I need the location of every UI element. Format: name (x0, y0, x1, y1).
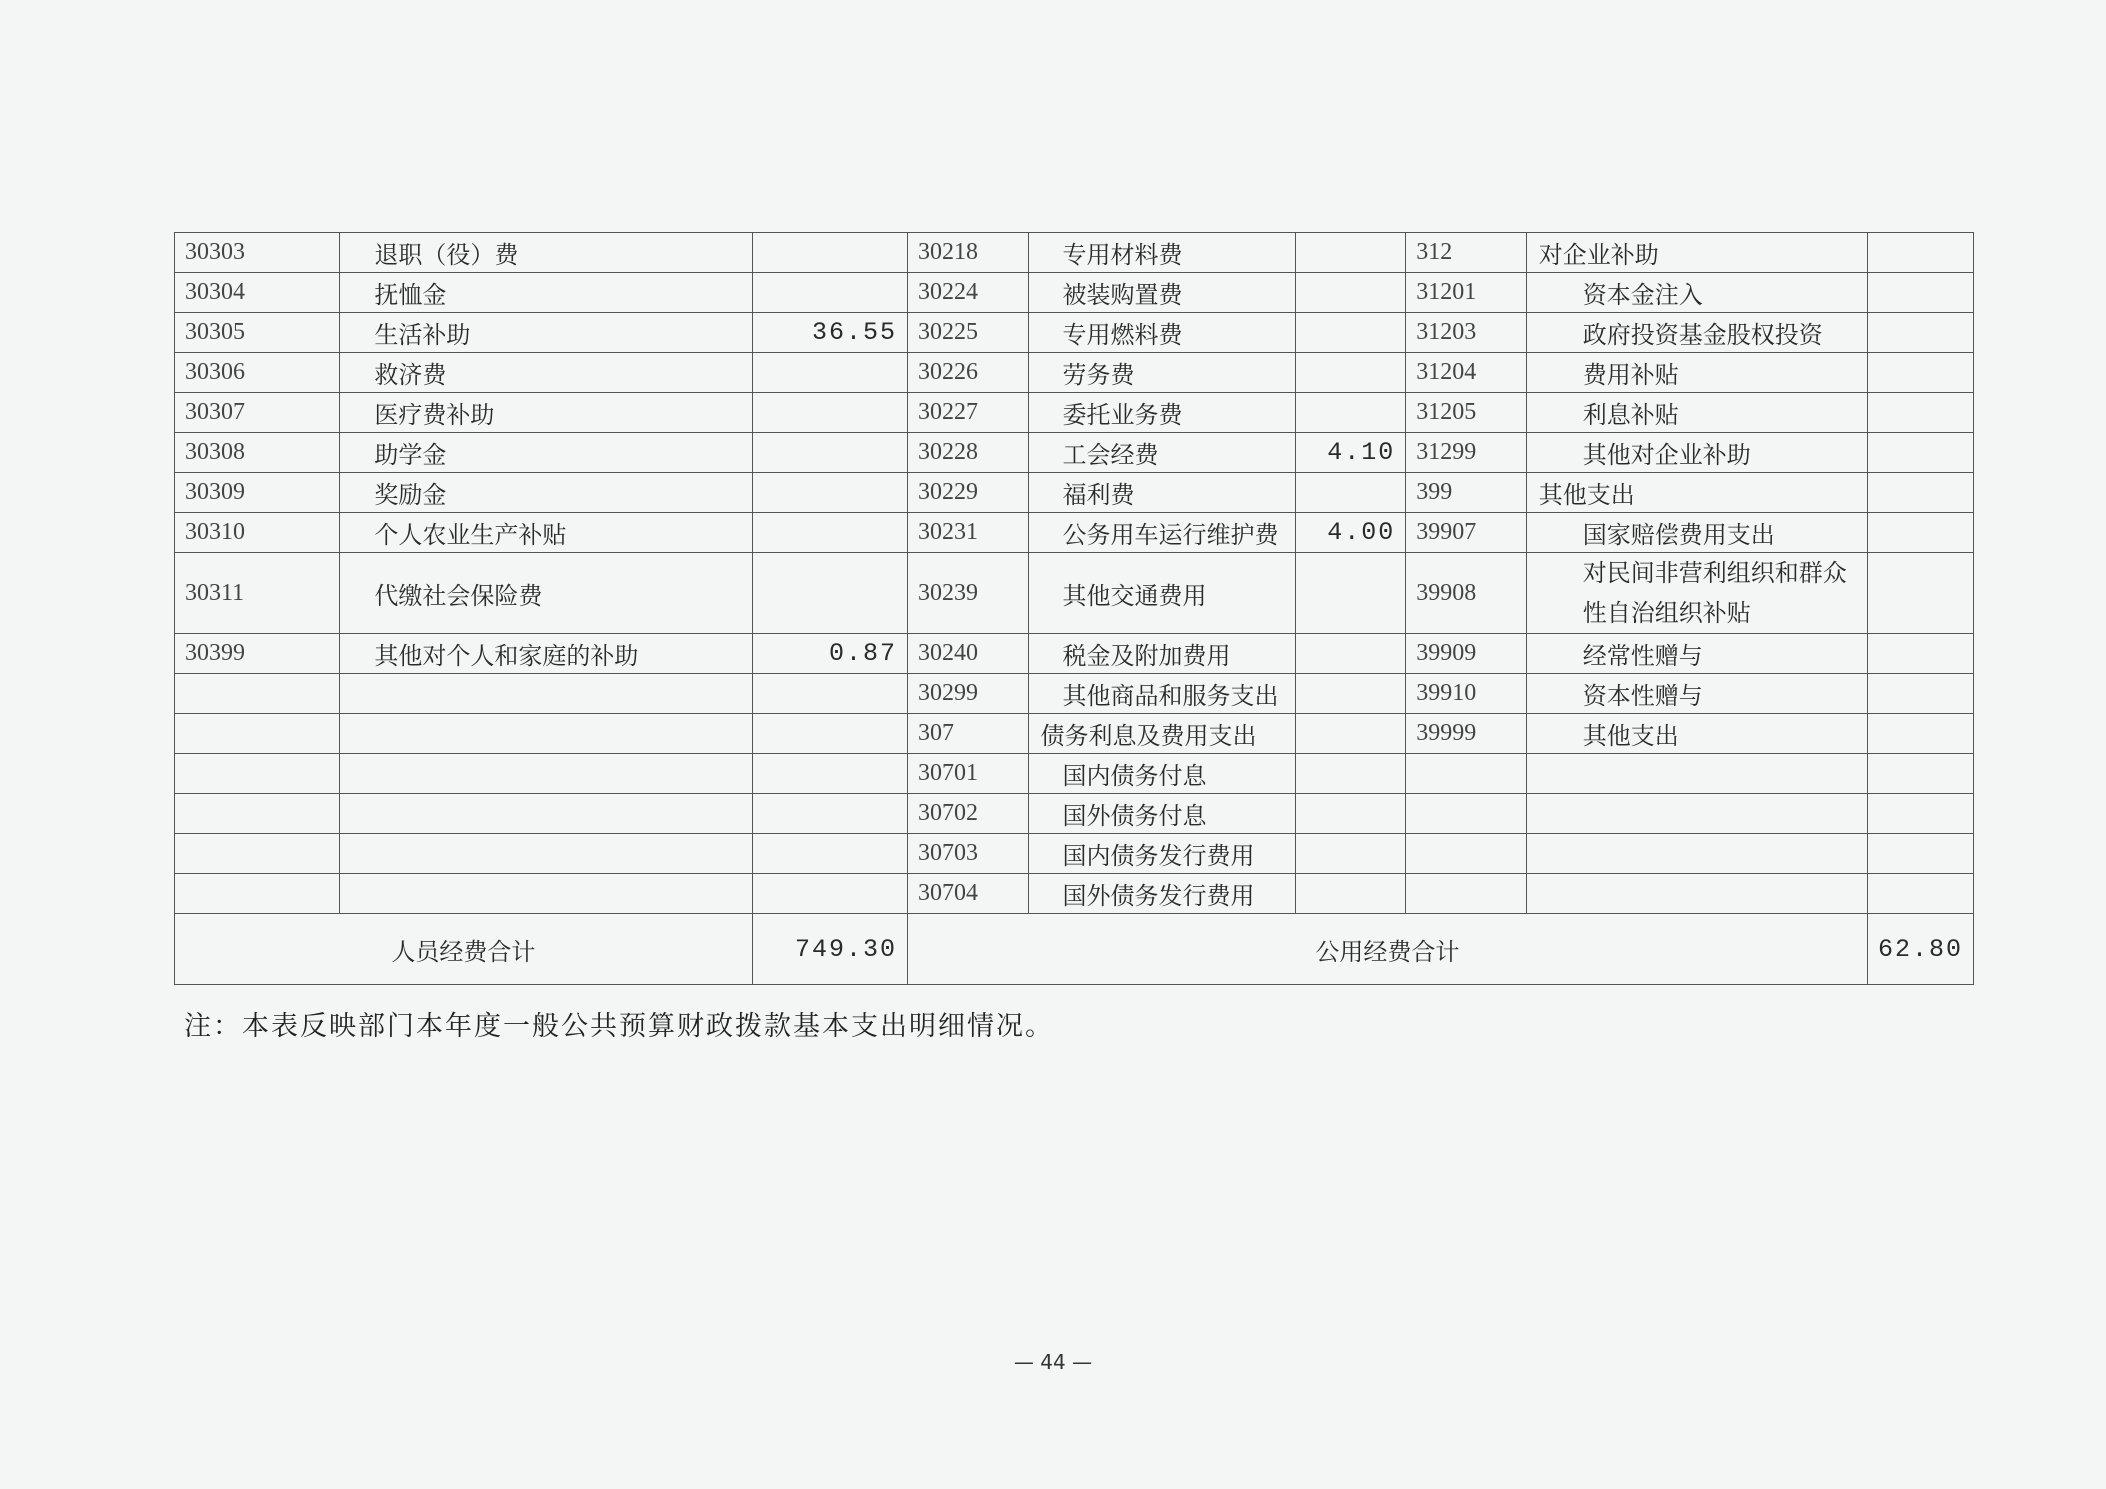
public-total-value: 62.80 (1867, 914, 1973, 985)
name-cell: 其他对个人和家庭的补助 (340, 634, 752, 674)
name-cell: 抚恤金 (340, 273, 752, 313)
name-cell: 奖励金 (340, 473, 752, 513)
amount-cell (752, 674, 907, 714)
code-cell: 312 (1406, 233, 1526, 273)
name-cell: 国外债务付息 (1028, 794, 1296, 834)
name-cell: 其他支出 (1526, 473, 1867, 513)
amount-cell (1296, 794, 1406, 834)
table-row (175, 754, 1974, 794)
table-body (175, 233, 1974, 914)
amount-cell (752, 233, 907, 273)
amount-cell: 4.00 (1296, 513, 1406, 553)
amount-cell (752, 754, 907, 794)
amount-cell (1296, 834, 1406, 874)
code-cell (175, 674, 340, 714)
code-cell: 30399 (175, 634, 340, 674)
code-cell (175, 834, 340, 874)
table-row (175, 313, 1974, 353)
amount-cell (752, 874, 907, 914)
amount-cell (1296, 714, 1406, 754)
amount-cell (1867, 473, 1973, 513)
name-cell: 个人农业生产补贴 (340, 513, 752, 553)
code-cell: 30229 (908, 473, 1028, 513)
amount-cell (752, 433, 907, 473)
name-cell: 被装购置费 (1028, 273, 1296, 313)
code-cell: 39907 (1406, 513, 1526, 553)
code-cell: 30226 (908, 353, 1028, 393)
table-row (175, 433, 1974, 473)
name-cell: 国内债务发行费用 (1028, 834, 1296, 874)
code-cell: 30227 (908, 393, 1028, 433)
amount-cell (752, 273, 907, 313)
code-cell: 30311 (175, 553, 340, 634)
code-cell: 30310 (175, 513, 340, 553)
table-row (175, 353, 1974, 393)
amount-cell (1296, 754, 1406, 794)
code-cell: 31205 (1406, 393, 1526, 433)
amount-cell (1867, 553, 1973, 634)
code-cell: 30218 (908, 233, 1028, 273)
code-cell: 399 (1406, 473, 1526, 513)
name-cell (1526, 834, 1867, 874)
code-cell (175, 714, 340, 754)
amount-cell (1296, 553, 1406, 634)
amount-cell (1296, 233, 1406, 273)
name-cell: 专用燃料费 (1028, 313, 1296, 353)
table-row (175, 553, 1974, 634)
amount-cell (1296, 313, 1406, 353)
amount-cell (1867, 874, 1973, 914)
amount-cell (752, 553, 907, 634)
amount-cell (1867, 754, 1973, 794)
name-cell (340, 834, 752, 874)
name-cell: 公务用车运行维护费 (1028, 513, 1296, 553)
amount-cell (752, 353, 907, 393)
expenditure-detail-table (174, 232, 1974, 985)
name-cell: 国外债务发行费用 (1028, 874, 1296, 914)
amount-cell (1296, 473, 1406, 513)
totals-row (175, 914, 1974, 985)
name-cell: 助学金 (340, 433, 752, 473)
code-cell: 30304 (175, 273, 340, 313)
amount-cell (1867, 794, 1973, 834)
amount-cell (1867, 353, 1973, 393)
code-cell: 30228 (908, 433, 1028, 473)
table-row (175, 714, 1974, 754)
name-cell (340, 754, 752, 794)
amount-cell (1867, 433, 1973, 473)
amount-cell (752, 473, 907, 513)
amount-cell: 0.87 (752, 634, 907, 674)
table-row (175, 874, 1974, 914)
table-row (175, 834, 1974, 874)
amount-cell (1296, 674, 1406, 714)
name-cell: 资本金注入 (1526, 273, 1867, 313)
table-row (175, 393, 1974, 433)
code-cell: 30306 (175, 353, 340, 393)
code-cell (1406, 874, 1526, 914)
name-cell: 对民间非营利组织和群众性自治组织补贴 (1526, 553, 1867, 634)
personnel-total-value: 749.30 (752, 914, 907, 985)
code-cell: 30231 (908, 513, 1028, 553)
name-cell: 债务利息及费用支出 (1028, 714, 1296, 754)
amount-cell (1296, 393, 1406, 433)
name-cell (340, 674, 752, 714)
name-cell: 委托业务费 (1028, 393, 1296, 433)
amount-cell (752, 714, 907, 754)
amount-cell (1296, 874, 1406, 914)
amount-cell (752, 393, 907, 433)
name-cell (1526, 754, 1867, 794)
name-cell: 专用材料费 (1028, 233, 1296, 273)
personnel-total-label: 人员经费合计 (175, 914, 753, 985)
code-cell: 30309 (175, 473, 340, 513)
amount-cell (1867, 313, 1973, 353)
name-cell: 医疗费补助 (340, 393, 752, 433)
amount-cell (752, 834, 907, 874)
code-cell: 30307 (175, 393, 340, 433)
amount-cell (752, 794, 907, 834)
code-cell: 30240 (908, 634, 1028, 674)
amount-cell (1867, 714, 1973, 754)
code-cell: 39908 (1406, 553, 1526, 634)
code-cell: 31299 (1406, 433, 1526, 473)
code-cell: 30299 (908, 674, 1028, 714)
code-cell: 39910 (1406, 674, 1526, 714)
code-cell (175, 874, 340, 914)
amount-cell (1296, 353, 1406, 393)
code-cell: 30703 (908, 834, 1028, 874)
code-cell: 30239 (908, 553, 1028, 634)
code-cell: 30303 (175, 233, 340, 273)
table-row (175, 473, 1974, 513)
code-cell (175, 754, 340, 794)
amount-cell: 36.55 (752, 313, 907, 353)
name-cell: 政府投资基金股权投资 (1526, 313, 1867, 353)
code-cell: 307 (908, 714, 1028, 754)
name-cell: 工会经费 (1028, 433, 1296, 473)
table-row (175, 634, 1974, 674)
public-total-label: 公用经费合计 (908, 914, 1868, 985)
amount-cell: 4.10 (1296, 433, 1406, 473)
amount-cell (1867, 513, 1973, 553)
name-cell: 劳务费 (1028, 353, 1296, 393)
table-row (175, 273, 1974, 313)
amount-cell (1867, 393, 1973, 433)
amount-cell (1867, 634, 1973, 674)
name-cell: 费用补贴 (1526, 353, 1867, 393)
table-row (175, 794, 1974, 834)
name-cell: 其他商品和服务支出 (1028, 674, 1296, 714)
name-cell: 代缴社会保险费 (340, 553, 752, 634)
name-cell (1526, 794, 1867, 834)
name-cell: 福利费 (1028, 473, 1296, 513)
code-cell: 39999 (1406, 714, 1526, 754)
code-cell: 31204 (1406, 353, 1526, 393)
code-cell: 30308 (175, 433, 340, 473)
name-cell: 资本性赠与 (1526, 674, 1867, 714)
amount-cell (1867, 834, 1973, 874)
code-cell (1406, 794, 1526, 834)
page-number: — 44 — (1013, 1350, 1093, 1374)
code-cell: 39909 (1406, 634, 1526, 674)
amount-cell (1867, 674, 1973, 714)
name-cell: 退职（役）费 (340, 233, 752, 273)
code-cell (1406, 834, 1526, 874)
table-row (175, 233, 1974, 273)
amount-cell (1867, 273, 1973, 313)
code-cell: 30224 (908, 273, 1028, 313)
name-cell: 其他对企业补助 (1526, 433, 1867, 473)
name-cell: 经常性赠与 (1526, 634, 1867, 674)
name-cell: 其他支出 (1526, 714, 1867, 754)
code-cell: 30702 (908, 794, 1028, 834)
name-cell (340, 794, 752, 834)
name-cell (340, 714, 752, 754)
amount-cell (1867, 233, 1973, 273)
name-cell: 税金及附加费用 (1028, 634, 1296, 674)
code-cell (1406, 754, 1526, 794)
code-cell: 30704 (908, 874, 1028, 914)
amount-cell (1296, 273, 1406, 313)
code-cell: 31203 (1406, 313, 1526, 353)
code-cell: 30305 (175, 313, 340, 353)
table-row (175, 674, 1974, 714)
code-cell (175, 794, 340, 834)
name-cell (340, 874, 752, 914)
table-row (175, 513, 1974, 553)
table-note: 注：本表反映部门本年度一般公共预算财政拨款基本支出明细情况。 (184, 1011, 1054, 1042)
name-cell: 利息补贴 (1526, 393, 1867, 433)
name-cell: 救济费 (340, 353, 752, 393)
name-cell: 国内债务付息 (1028, 754, 1296, 794)
code-cell: 30225 (908, 313, 1028, 353)
name-cell (1526, 874, 1867, 914)
name-cell: 其他交通费用 (1028, 553, 1296, 634)
name-cell: 国家赔偿费用支出 (1526, 513, 1867, 553)
amount-cell (1296, 634, 1406, 674)
code-cell: 30701 (908, 754, 1028, 794)
name-cell: 生活补助 (340, 313, 752, 353)
amount-cell (752, 513, 907, 553)
name-cell: 对企业补助 (1526, 233, 1867, 273)
code-cell: 31201 (1406, 273, 1526, 313)
